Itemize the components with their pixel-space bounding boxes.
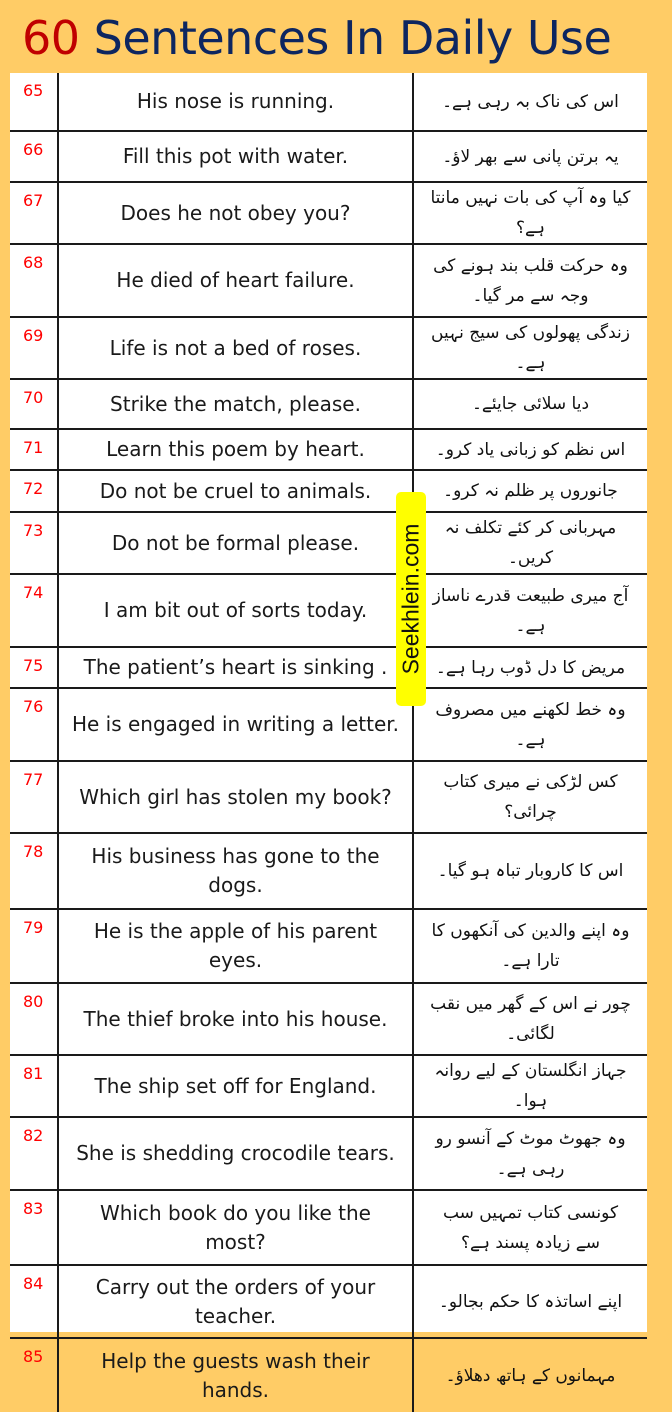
- table-row: [10, 1265, 647, 1338]
- row-number: 77: [10, 761, 58, 833]
- english-sentence: Life is not a bed of roses.: [58, 317, 413, 379]
- english-sentence: The patient’s heart is sinking .: [58, 647, 413, 688]
- row-number: 74: [10, 574, 58, 647]
- english-sentence: The ship set off for England.: [58, 1055, 413, 1117]
- urdu-translation: مہمانوں کے ہاتھ دھلاؤ۔: [413, 1338, 647, 1412]
- english-sentence: I am bit out of sorts today.: [58, 574, 413, 647]
- sentence-table: [10, 73, 647, 1412]
- urdu-translation: اس نظم کو زبانی یاد کرو۔: [413, 429, 647, 470]
- urdu-translation: اس کا کاروبار تباہ ہو گیا۔: [413, 833, 647, 909]
- table-row: [10, 1190, 647, 1265]
- english-sentence: Carry out the orders of your teacher.: [58, 1265, 413, 1338]
- row-number: 71: [10, 429, 58, 470]
- english-sentence: He died of heart failure.: [58, 244, 413, 317]
- row-number: 76: [10, 688, 58, 761]
- urdu-translation: جانوروں پر ظلم نہ کرو۔: [413, 470, 647, 512]
- table-row: [10, 429, 647, 470]
- english-sentence: Which girl has stolen my book?: [58, 761, 413, 833]
- row-number: 82: [10, 1117, 58, 1190]
- urdu-translation: زندگی پھولوں کی سیج نہیں ہے۔: [413, 317, 647, 379]
- row-number: 66: [10, 131, 58, 182]
- row-number: 83: [10, 1190, 58, 1265]
- urdu-translation: چور نے اس کے گھر میں نقب لگائی۔: [413, 983, 647, 1055]
- table-row: [10, 182, 647, 244]
- table-row: [10, 1338, 647, 1412]
- table-row: [10, 983, 647, 1055]
- watermark-badge: [396, 492, 426, 706]
- urdu-translation: یہ برتن پانی سے بھر لاؤ۔: [413, 131, 647, 182]
- urdu-translation: وہ اپنے والدین کی آنکھوں کا تارا ہے۔: [413, 909, 647, 983]
- english-sentence: Strike the match, please.: [58, 379, 413, 429]
- sentence-table-panel: [10, 73, 647, 1402]
- urdu-translation: جہاز انگلستان کے لیے روانہ ہوا۔: [413, 1055, 647, 1117]
- table-row: [10, 761, 647, 833]
- table-row: [10, 647, 647, 688]
- row-number: 78: [10, 833, 58, 909]
- row-number: 65: [10, 73, 58, 131]
- table-row: [10, 512, 647, 574]
- table-row: [10, 73, 647, 131]
- english-sentence: She is shedding crocodile tears.: [58, 1117, 413, 1190]
- urdu-translation: کس لڑکی نے میری کتاب چرائی؟: [413, 761, 647, 833]
- row-number: 72: [10, 470, 58, 512]
- table-row: [10, 131, 647, 182]
- table-row: [10, 244, 647, 317]
- row-number: 69: [10, 317, 58, 379]
- title-number: 60: [22, 11, 80, 65]
- urdu-translation: کیا وہ آپ کی بات نہیں مانتا ہے؟: [413, 182, 647, 244]
- english-sentence: His nose is running.: [58, 73, 413, 131]
- table-row: [10, 1055, 647, 1117]
- urdu-translation: کونسی کتاب تمہیں سب سے زیادہ پسند ہے؟: [413, 1190, 647, 1265]
- row-number: 81: [10, 1055, 58, 1117]
- row-number: 84: [10, 1265, 58, 1338]
- english-sentence: Fill this pot with water.: [58, 131, 413, 182]
- urdu-translation: اس کی ناک بہ رہی ہے۔: [442, 91, 619, 112]
- urdu-translation: وہ حرکت قلب بند ہونے کی وجہ سے مر گیا۔: [413, 244, 647, 317]
- table-row: [10, 1117, 647, 1190]
- english-sentence: Help the guests wash their hands.: [58, 1338, 413, 1412]
- table-row: [10, 379, 647, 429]
- row-number: 79: [10, 909, 58, 983]
- english-sentence: Which book do you like the most?: [58, 1190, 413, 1265]
- title-text: Sentences In Daily Use: [79, 11, 612, 65]
- table-row: [10, 574, 647, 647]
- row-number: 85: [10, 1338, 58, 1412]
- english-sentence: The thief broke into his house.: [58, 983, 413, 1055]
- english-sentence: Do not be cruel to animals.: [58, 470, 413, 512]
- row-number: 80: [10, 983, 58, 1055]
- urdu-translation: آج میری طبیعت قدرے ناساز ہے۔: [413, 574, 647, 647]
- row-number: 70: [10, 379, 58, 429]
- urdu-translation: وہ خط لکھنے میں مصروف ہے۔: [413, 688, 647, 761]
- row-number: 73: [10, 512, 58, 574]
- english-sentence: He is the apple of his parent eyes.: [58, 909, 413, 983]
- urdu-translation: مریض کا دل ڈوب رہا ہے۔: [413, 647, 647, 688]
- english-sentence: Does he not obey you?: [58, 182, 413, 244]
- english-sentence: Do not be formal please.: [58, 512, 413, 574]
- english-sentence: His business has gone to the dogs.: [58, 833, 413, 909]
- watermark-text: Seekhlein.com: [397, 523, 424, 675]
- page-title: [22, 4, 611, 72]
- urdu-translation: دیا سلائی جایئے۔: [413, 379, 647, 429]
- row-number: 75: [10, 647, 58, 688]
- table-row: [10, 317, 647, 379]
- table-row: [10, 909, 647, 983]
- table-row: [10, 833, 647, 909]
- english-sentence: He is engaged in writing a letter.: [58, 688, 413, 761]
- urdu-translation: مہربانی کر کئے تکلف نہ کریں۔: [413, 512, 647, 574]
- english-sentence: Learn this poem by heart.: [58, 429, 413, 470]
- row-number: 67: [10, 182, 58, 244]
- urdu-translation: وہ جھوٹ موٹ کے آنسو رو رہی ہے۔: [413, 1117, 647, 1190]
- row-number: 68: [10, 244, 58, 317]
- urdu-translation: اپنے اساتذہ کا حکم بجالو۔: [413, 1265, 647, 1338]
- table-row: [10, 470, 647, 512]
- table-row: [10, 688, 647, 761]
